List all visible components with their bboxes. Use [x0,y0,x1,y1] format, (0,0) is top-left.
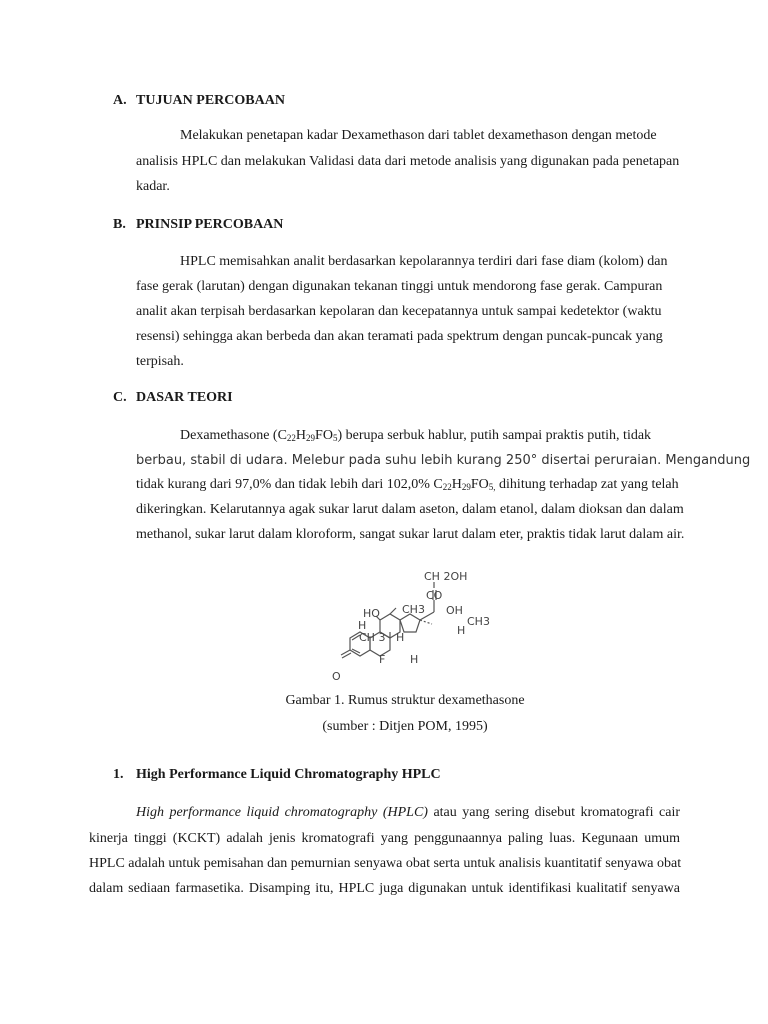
text-run: FO [315,428,333,443]
label-co: CO [426,589,443,602]
label-h-b: H [457,624,466,637]
dexamethasone-structure [310,562,500,694]
text-run: dihitung terhadap zat yang telah [495,477,679,492]
section-b-line-2: fase gerak (larutan) dengan digunakan tekanan tinggi untuk mendorong fase gerak. Campuran [136,279,663,294]
text-run: ) berupa serbuk hablur, putih sampai praktis putih, tidak [337,428,652,443]
section-a-line-2: analisis HPLC dan melakukan Validasi data dari metode analisis yang digunakan pada penetapan [136,154,680,169]
section-1-heading [113,766,441,784]
section-1-title: High Performance Liquid Chromatography HPLC [136,767,441,782]
text-run: H [295,428,307,443]
structure-bonds [341,582,436,658]
subscript: 29 [461,482,471,492]
section-c-line-5: methanol, sukar larut dalam kloroform, sangat sukar larut dalam eter, praktis tidak larut dalam air. [136,527,685,542]
section-1-line-4: dalam sediaan farmasetika. Disamping itu, HPLC juga digunakan untuk identifikasi kualitatif senyawa [89,881,680,896]
subscript: 5, [488,482,496,492]
label-ch3-top: CH3 [402,603,425,616]
text-run: tidak kurang dari 97,0% dan tidak lebih dari 102,0% C [136,477,443,492]
section-a-title: TUJUAN PERCOBAAN [136,93,285,108]
label-o: O [332,670,341,683]
figure-caption-source: (sumber : Ditjen POM, 1995) [322,719,488,734]
section-1-line-2: kinerja tinggi (KCKT) adalah jenis kromatografi yang penggunaannya paling luas. Kegunaan umum [89,831,680,846]
section-b-heading [113,216,283,234]
section-a-line-3: kadar. [136,179,170,194]
text-run: Dexamethasone (C [180,428,287,443]
section-c-line-1 [180,427,651,445]
label-h-a: H [358,619,367,632]
label-ch2oh: CH 2OH [424,570,468,583]
label-oh: OH [446,604,463,617]
section-1-line-1 [136,804,680,822]
section-b-line-5: terpisah. [136,354,184,369]
hplc-term-italic: High performance liquid chromatography (HPLC) [136,805,428,820]
section-b-line-1: HPLC memisahkan analit berdasarkan kepolarannya terdiri dari fase diam (kolom) dan [180,254,668,269]
section-b-line-4: resensi) sehingga akan berbeda dan akan teramati pada spektrum dengan puncak-puncak yang [136,329,663,344]
section-c-line-3 [136,476,679,494]
section-1-number: 1. [113,767,124,782]
text-run: atau yang sering disebut kromatografi cair [427,805,681,820]
text-run: FO [470,477,489,492]
section-a-heading [113,92,285,110]
label-ho: HO [363,607,380,620]
label-ch3-right: CH3 [467,615,490,628]
section-b-number: B. [113,217,126,232]
section-c-number: C. [113,390,127,405]
label-h-d: H [410,653,419,666]
label-f: F [379,653,386,666]
section-c-heading [113,389,233,407]
section-a-line-1: Melakukan penetapan kadar Dexamethason dari tablet dexamethason dengan metode [180,128,657,143]
section-c-line-4: dikeringkan. Kelarutannya agak sukar larut dalam aseton, dalam etanol, dalam dioksan dan dalam [136,502,684,517]
subscript: 29 [306,433,316,443]
section-b-line-3: analit akan terpisah berdasarkan kepolaran dan kecepatannya untuk sampai kedetektor (waktu [136,304,662,319]
label-h-c: H [396,631,405,644]
section-a-number: A. [113,93,127,108]
label-ch3-mid: CH 3 [359,631,386,644]
text-run: H [451,477,462,492]
section-c-title: DASAR TEORI [136,390,233,405]
subscript: 22 [442,482,452,492]
section-1-line-3: HPLC adalah untuk pemisahan dan pemurnian senyawa obat serta untuk analisis kuantitatif senyawa obat [89,856,682,871]
section-c-line-2: berbau, stabil di udara. Melebur pada suhu lebih kurang 250° disertai peruraian. Mengandung [136,453,751,468]
section-b-title: PRINSIP PERCOBAAN [136,217,284,232]
subscript: 5 [332,433,338,443]
figure-caption-title: Gambar 1. Rumus struktur dexamethasone [285,693,525,708]
subscript: 22 [286,433,296,443]
